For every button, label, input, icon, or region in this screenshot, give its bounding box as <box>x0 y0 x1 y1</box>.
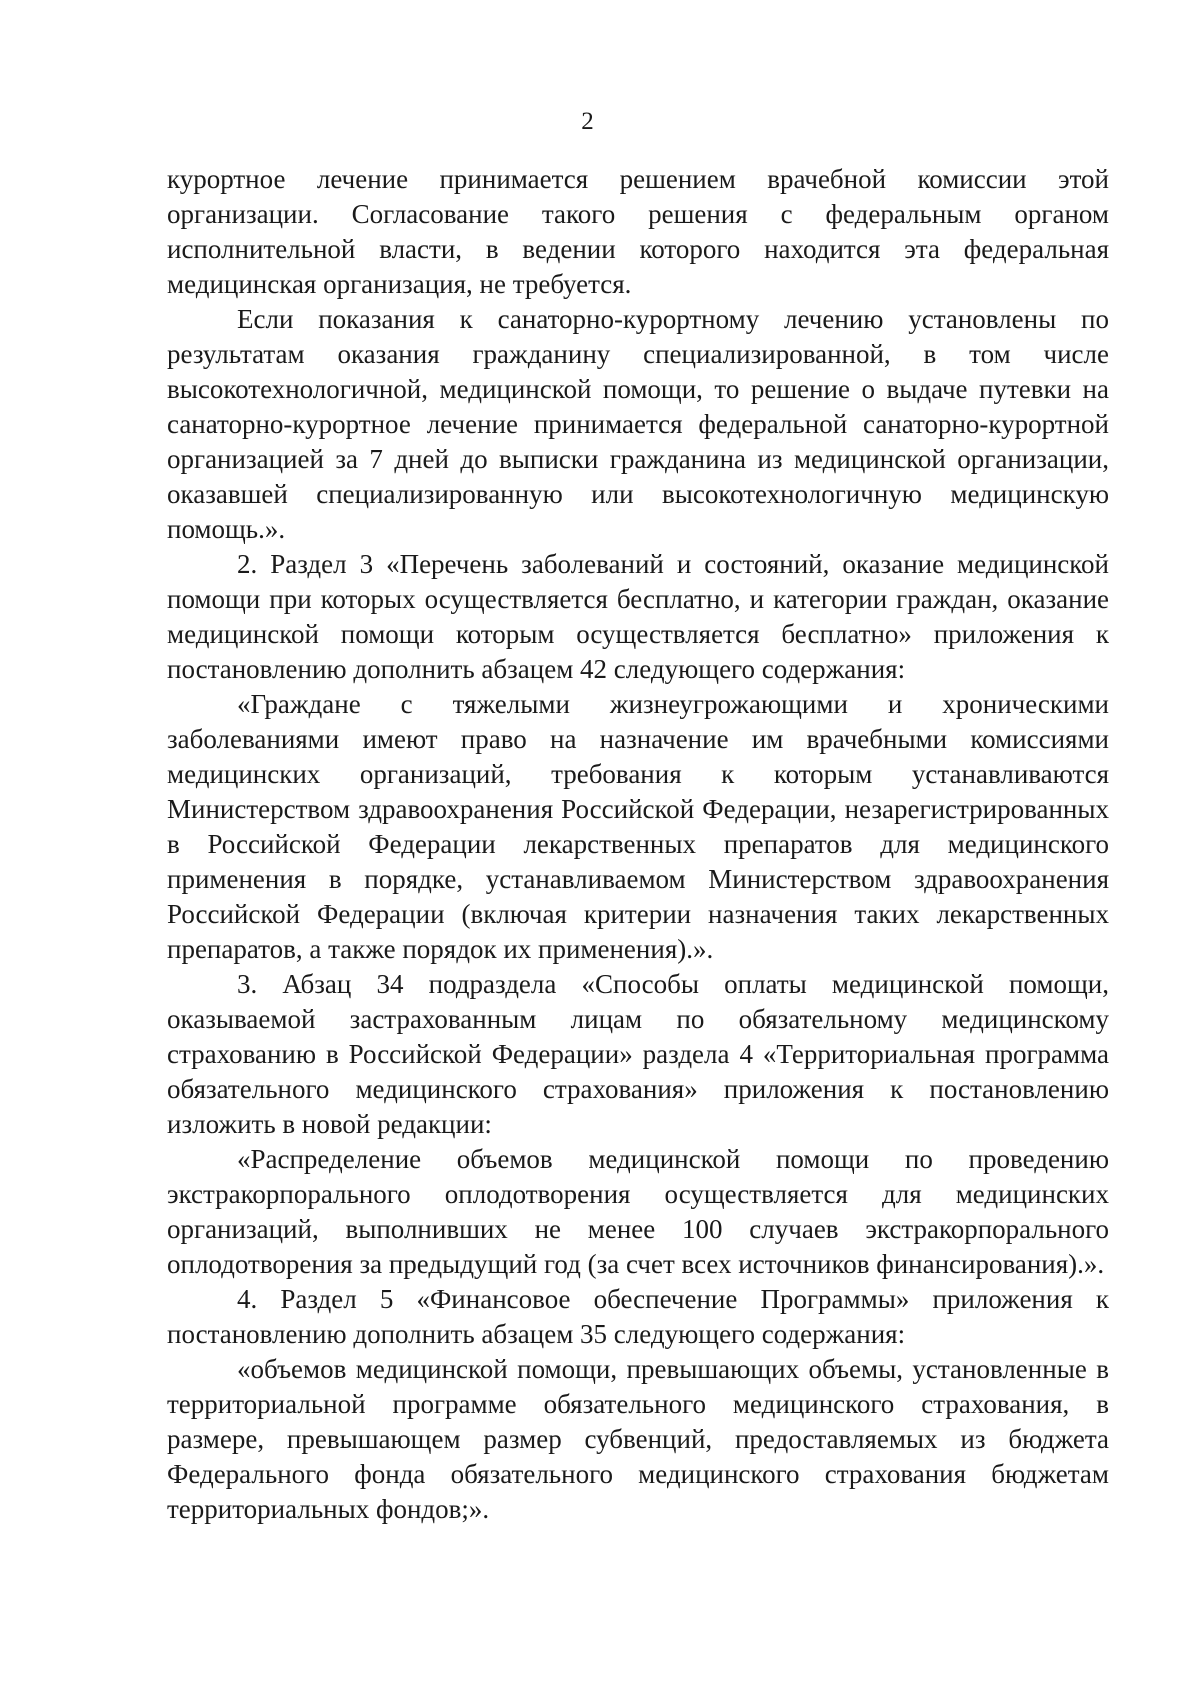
paragraph-quote-item-2: «Граждане с тяжелыми жизнеугрожающими и хроническими заболеваниями имеют право на назначение им врачебными комиссиями медицинских организаций, требования к которым устанавливаются Министерством здравоохранения Российской Федерации, незарегистрированных в Российской Федерации лекарственных препаратов для медицинского применения в порядке, устанавливаемом Министерством здравоохранения Российской Федерации (включая критерии назначения таких лекарственных препаратов, а также порядок их применения).». <box>167 689 1109 964</box>
paragraph-item-3: 3. Абзац 34 подраздела «Способы оплаты медицинской помощи, оказываемой застрахованным лицам по обязательному медицинскому страхованию в Российской Федерации» раздела 4 «Территориальная программа обязательного медицинского страхования» приложения к постановлению изложить в новой редакции: <box>167 969 1109 1139</box>
paragraph-continuation: курортное лечение принимается решением врачебной комиссии этой организации. Согласование такого решения с федеральным органом исполнительной власти, в ведении которого находится эта федеральная медицинская организация, не требуется. <box>167 164 1109 299</box>
paragraph-quote-item-4: «объемов медицинской помощи, превышающих объемы, установленные в территориальной программе обязательного медицинского страхования, в размере, превышающем размер субвенций, предоставляемых из бюджета Федерального фонда обязательного медицинского страхования бюджетам территориальных фондов;». <box>167 1354 1109 1524</box>
paragraph-sanatorium-indications: Если показания к санаторно-курортному лечению установлены по результатам оказания гражданину специализированной, в том числе высокотехнологичной, медицинской помощи, то решение о выдаче путевки на санаторно-курортное лечение принимается федеральной санаторно-курортной организацией за 7 дней до выписки гражданина из медицинской организации, оказавшей специализированную или высокотехнологичную медицинскую помощь.». <box>167 304 1109 544</box>
document-body <box>167 162 1109 1527</box>
page-number: 2 <box>581 108 594 135</box>
paragraph-item-2: 2. Раздел 3 «Перечень заболеваний и состояний, оказание медицинской помощи при которых осуществляется бесплатно, и категории граждан, оказание медицинской помощи которым осуществляется бесплатно» приложения к постановлению дополнить абзацем 42 следующего содержания: <box>167 549 1109 684</box>
paragraph-quote-item-3: «Распределение объемов медицинской помощи по проведению экстракорпорального оплодотворения осуществляется для медицинских организаций, выполнивших не менее 100 случаев экстракорпорального оплодотворения за предыдущий год (за счет всех источников финансирования).». <box>167 1144 1109 1279</box>
paragraph-item-4: 4. Раздел 5 «Финансовое обеспечение Программы» приложения к постановлению дополнить абзацем 35 следующего содержания: <box>167 1284 1109 1349</box>
